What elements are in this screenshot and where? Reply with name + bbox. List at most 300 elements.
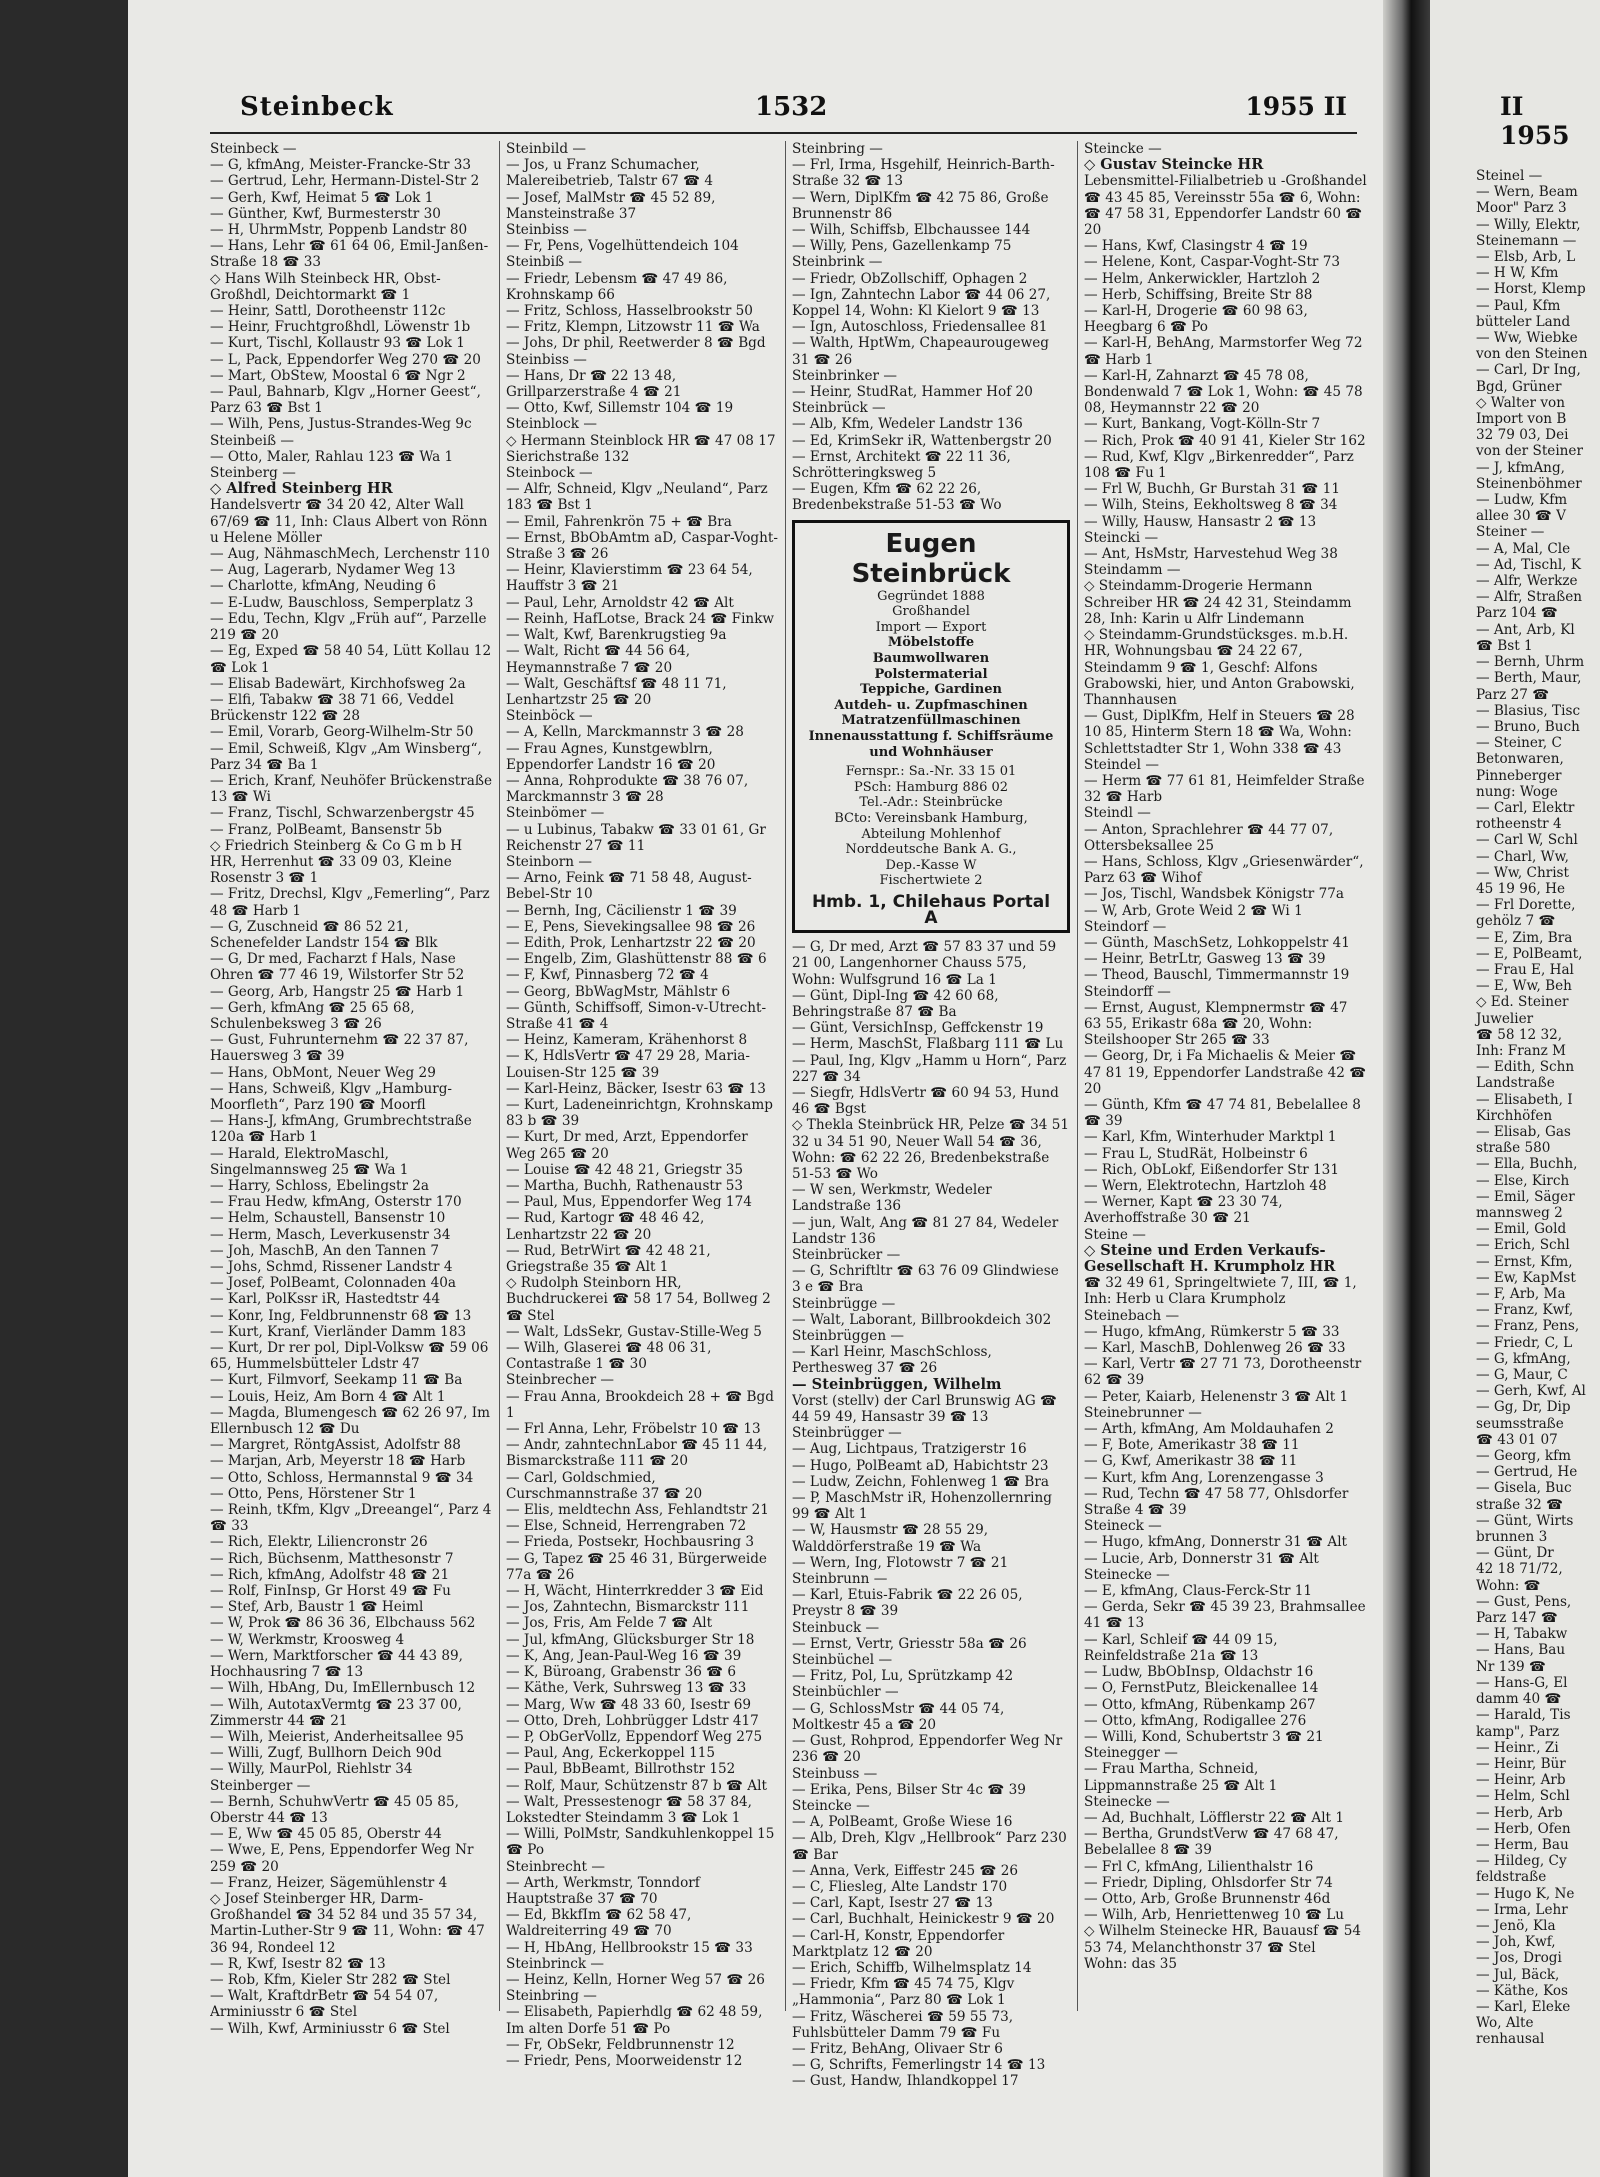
directory-entry: — Wilh, Meierist, Anderheitsallee 95 [210, 1728, 464, 1745]
surname-heading: Steinecke — [1084, 1793, 1170, 1810]
next-page-entry: brunnen 3 [1476, 1529, 1548, 1546]
directory-entry: — Karl-H, Zahnarzt ☎ 45 78 08, Bondenwald 7 ☎ Lok 1, Wohn: ☎ 45 78 08, Heymannstr 22 ☎ 20 [1084, 367, 1363, 417]
next-page-entry: — Horst, Klemp [1476, 281, 1586, 298]
next-page-entry: — Carl, Elektr [1476, 799, 1575, 816]
next-page-entry: — G, kfmAng, [1476, 1350, 1571, 1367]
directory-entry: — Ernst, BbObAmtm aD, Caspar-Voght-Straße 3 ☎ 26 [506, 529, 778, 563]
next-page-entry: — Charl, Ww, [1476, 848, 1569, 865]
next-page-entry: — J, kfmAng, [1476, 459, 1565, 476]
directory-entry: — Edu, Techn, Klgv „Früh auf“, Parzelle 219 ☎ 20 [210, 610, 487, 644]
next-page-entry: gehölz 7 ☎ [1476, 913, 1556, 930]
directory-entry: — Wilh, Arb, Henriettenweg 10 ☎ Lu [1084, 1907, 1345, 1924]
advert-eugen-steinbrueck [792, 520, 1070, 933]
next-page-entry: Parz 27 ☎ [1476, 686, 1550, 703]
directory-entry: — Frl Anna, Lehr, Fröbelstr 10 ☎ 13 [506, 1421, 761, 1438]
directory-entry: — Rich, Prok ☎ 40 91 41, Kieler Str 162 [1084, 432, 1366, 449]
next-page-entry: Steinenböhmer [1476, 475, 1582, 492]
next-page-entry: — F, Arb, Ma [1476, 1286, 1566, 1303]
directory-entry: — Helm, Schaustell, Bansenstr 10 [210, 1210, 446, 1227]
surname-heading: Steinbuck — [792, 1619, 880, 1636]
firm-entry: ◇ Steine und Erden Verkaufs-Gesellschaft H. Krumpholz HR [1084, 1241, 1336, 1276]
directory-entry: — R, Kwf, Isestr 82 ☎ 13 [210, 1955, 386, 1972]
directory-entry: — Gust, Handw, Ihlandkoppel 17 [792, 2073, 1019, 2090]
column-4 [1084, 141, 1368, 2121]
next-page-entry: — Berth, Maur, [1476, 670, 1582, 687]
directory-entry: — Jos, u Franz Schumacher, Malereibetrieb, Talstr 67 ☎ 4 [506, 157, 713, 190]
directory-entry: — Willi, PolMstr, Sandkuhlenkoppel 15 ☎ Po [506, 1826, 775, 1859]
directory-entry: — H, Wächt, Hinterrkredder 3 ☎ Eid [506, 1583, 764, 1600]
directory-entry: — Arth, Werkmstr, Tonndorf Hauptstraße 37 ☎ 70 [506, 1874, 700, 1907]
next-page-entry: — Heinr., Zi [1476, 1739, 1559, 1756]
directory-entry: — W, Werkmstr, Kroosweg 4 [210, 1631, 405, 1648]
surname-heading: Steinbring — [792, 141, 883, 157]
surname-heading: Steincke — [792, 1797, 870, 1814]
next-page-entry: Steiner — [1476, 524, 1545, 541]
next-page-entry: — Elisabeth, I [1476, 1091, 1573, 1108]
directory-entry: — Emil, Schweiß, Klgv „Am Winsberg“, Parz 34 ☎ Ba 1 [210, 740, 482, 773]
next-page-entry: Inh: Franz M [1476, 1042, 1566, 1059]
next-page-entry: Wohn: ☎ [1476, 1577, 1541, 1594]
next-page-entry: — Heinr, Bür [1476, 1755, 1566, 1772]
directory-entry: — Fritz, Schloss, Hasselbrookstr 50 [506, 303, 753, 320]
directory-entry: — G, kfmAng, Meister-Francke-Str 33 [210, 157, 472, 174]
directory-entry: — G, Tapez ☎ 25 46 31, Bürgerweide 77a ☎ 26 [506, 1550, 767, 1583]
next-page-entry: — Joh, Kwf, [1476, 1934, 1556, 1951]
directory-entry: — Walt, Laborant, Billbrookdeich 302 [792, 1311, 1052, 1328]
next-page-entry: Moor" Parz 3 [1476, 200, 1567, 217]
directory-entry: Wohn: das 35 [1084, 1955, 1178, 1972]
directory-entry: — Josef, PolBeamt, Colonnaden 40a [210, 1275, 456, 1292]
next-page-entry: — Herb, Arb [1476, 1804, 1563, 1821]
directory-entry: — Otto, Pens, Hörstener Str 1 [210, 1485, 417, 1502]
directory-entry: — K, Ang, Jean-Paul-Weg 16 ☎ 39 [506, 1647, 742, 1664]
directory-entry: — Paul, Bahnarb, Klgv „Horner Geest“, Parz 63 ☎ Bst 1 [210, 384, 481, 417]
directory-entry: — Günth, Schiffsoff, Simon-v-Utrecht-Straße 41 ☎ 4 [506, 999, 767, 1032]
directory-entry: — P, ObGerVollz, Eppendorf Weg 275 [506, 1728, 763, 1745]
next-page-entry: straße 580 [1476, 1140, 1551, 1157]
next-page-entry: — Erich, Schl [1476, 1237, 1570, 1254]
surname-heading: Steinbrunn — [792, 1571, 888, 1588]
directory-entry: — Rolf, FinInsp, Gr Horst 49 ☎ Fu [210, 1583, 451, 1600]
directory-entry: — H, UhrmMstr, Poppenb Landstr 80 [210, 222, 468, 239]
directory-entry: — Harald, ElektroMaschl, Singelmannsweg 25 ☎ Wa 1 [210, 1145, 409, 1178]
directory-entry: — Charlotte, kfmAng, Neuding 6 [210, 578, 437, 595]
directory-entry: — Rich, kfmAng, Adolfstr 48 ☎ 21 [210, 1566, 450, 1583]
directory-entry: — Otto, Kwf, Sillemstr 104 ☎ 19 [506, 400, 734, 417]
next-page-entry: — Bernh, Uhrm [1476, 654, 1585, 671]
directory-entry: — Wern, Ing, Flotowstr 7 ☎ 21 [792, 1554, 1009, 1571]
column-2 [506, 141, 778, 2121]
next-page-entry: — Ella, Buchh, [1476, 1156, 1578, 1173]
next-page-entry: Wo, Alte [1476, 2015, 1534, 2032]
next-page-entry: — Frl Dorette, [1476, 897, 1576, 914]
directory-entry: — Eugen, Kfm ☎ 62 22 26, Bredenbekstraße 51-53 ☎ Wo [792, 481, 1002, 514]
directory-entry: — Hans, Schloss, Klgv „Griesenwärder“, Parz 63 ☎ Wihof [1084, 853, 1364, 887]
surname-heading: Steinborn — [506, 853, 592, 870]
directory-entry: — Kurt, Tischl, Kollaustr 93 ☎ Lok 1 [210, 335, 465, 352]
directory-entry: — Walt, Geschäftsf ☎ 48 11 71, Lenhartzstr 25 ☎ 20 [506, 675, 727, 708]
directory-entry: — Kurt, Ladeneinrichtgn, Krohnskamp 83 b ☎ 39 [506, 1096, 773, 1130]
directory-entry: — Heinr, BetrLtr, Gasweg 13 ☎ 39 [1084, 951, 1326, 968]
directory-entry: — Jos, Tischl, Wandsbek Königstr 77a [1084, 886, 1344, 903]
directory-entry: — Fritz, Drechsl, Klgv „Femerling“, Parz 48 ☎ Harb 1 [210, 886, 490, 919]
next-page-entry: — Ad, Tischl, K [1476, 556, 1581, 573]
next-page-entry: Landstraße [1476, 1075, 1555, 1092]
directory-entry: — Erika, Pens, Bilser Str 4c ☎ 39 [792, 1781, 1026, 1798]
directory-entry: — Walt, KraftdrBetr ☎ 54 54 07, Arminiusstr 6 ☎ Stel [210, 1988, 439, 2021]
next-page-entry: — Ernst, Kfm, [1476, 1253, 1573, 1270]
advert-product-line: Möbelstoffe [887, 635, 975, 651]
next-page-entry: ◇ Walter von [1476, 394, 1565, 411]
directory-entry: — Gust, Rohprod, Eppendorfer Weg Nr 236 ☎ 20 [792, 1733, 1063, 1766]
directory-entry: — Karl, Schleif ☎ 44 09 15, Reinfeldstraße 21a ☎ 13 [1084, 1631, 1278, 1664]
directory-entry: — E, kfmAng, Claus-Ferck-Str 11 [1084, 1583, 1313, 1600]
surname-heading: Steindel — [1084, 756, 1159, 773]
directory-entry: — Eg, Exped ☎ 58 40 54, Lütt Kollau 12 ☎ Lok 1 [210, 643, 492, 676]
directory-entry: — Frau Hedw, kfmAng, Osterstr 170 [210, 1194, 462, 1211]
directory-entry: — Konr, Ing, Feldbrunnenstr 68 ☎ 13 [210, 1307, 472, 1324]
directory-entry: — Friedr, Kfm ☎ 45 74 75, Klgv „Hammonia“, Parz 80 ☎ Lok 1 [792, 1976, 1015, 2009]
advert-footer: Hmb. 1, Chilehaus Portal A [811, 891, 1051, 928]
directory-entry: — Jos, Zahntechn, Bismarckstr 111 [506, 1599, 750, 1616]
next-page-entry: — Irma, Lehr [1476, 1901, 1568, 1918]
directory-entry: — Karl-H, BehAng, Marmstorfer Weg 72 ☎ Harb 1 [1084, 335, 1363, 368]
directory-entry: — Hans, Lehr ☎ 61 64 06, Emil-Janßen-Straße 18 ☎ 33 [210, 238, 489, 271]
column-3 [792, 141, 1070, 2121]
directory-entry: — Kurt, kfm Ang, Lorenzengasse 3 [1084, 1469, 1324, 1486]
next-page-entry: Kirchhöfen [1476, 1107, 1553, 1124]
directory-entry: — Ant, HsMstr, Harvestehud Weg 38 [1084, 546, 1338, 563]
directory-entry: — Wilh, HbAng, Du, ImEllernbusch 12 [210, 1680, 476, 1697]
next-page-entry: — Ew, KapMst [1476, 1269, 1576, 1286]
next-page-entry: — Jos, Drogi [1476, 1950, 1562, 1967]
directory-entry: — Jos, Fris, Am Felde 7 ☎ Alt [506, 1615, 713, 1632]
directory-entry: — Kurt, Dr med, Arzt, Eppendorfer Weg 265 ☎ 20 [506, 1129, 748, 1162]
directory-entry: — Franz, Tischl, Schwarzenbergstr 45 [210, 805, 475, 822]
directory-entry: — Margret, RöntgAssist, Adolfstr 88 [210, 1437, 461, 1454]
directory-entry: — Louise ☎ 42 48 21, Griegstr 35 [506, 1161, 744, 1178]
directory-entry: — Erich, Schiffb, Wilhelmsplatz 14 [792, 1959, 1032, 1976]
directory-entry: — Frau Martha, Schneid, Lippmannstraße 25 ☎ Alt 1 [1084, 1761, 1278, 1794]
directory-entry: — Fritz, Klempn, Litzowstr 11 ☎ Wa [506, 319, 760, 336]
directory-entry: — Willy, Pens, Gazellenkamp 75 [792, 238, 1012, 255]
directory-entry: — Alb, Kfm, Wedeler Landstr 136 [792, 416, 1023, 433]
next-page-entry: ☎ Bst 1 [1476, 637, 1533, 654]
surname-heading: Steincke — [1084, 141, 1162, 157]
next-page-entry: feldstraße [1476, 1869, 1547, 1886]
directory-entry: — Carl-H, Konstr, Eppendorfer Marktplatz 12 ☎ 20 [792, 1927, 1005, 1960]
next-page-entry: 45 19 96, He [1476, 880, 1566, 897]
advert-line: Gegründet 1888 [877, 588, 985, 604]
directory-entry: — Otto, Dreh, Lohbrügger Ldstr 417 [506, 1712, 759, 1729]
next-page-entry: mannsweg 2 [1476, 1205, 1563, 1221]
directory-entry: — Otto, Maler, Rahlau 123 ☎ Wa 1 [210, 448, 454, 465]
next-page-entry: ◇ Ed. Steiner [1476, 994, 1569, 1011]
directory-entry: — Kurt, Kranf, Vierländer Damm 183 [210, 1323, 467, 1340]
directory-entry: — Franz, Heizer, Sägemühlenstr 4 [210, 1874, 448, 1891]
next-page-fragment [1430, 0, 1600, 2177]
directory-entry: — Rob, Kfm, Kieler Str 282 ☎ Stel [210, 1971, 451, 1988]
column-1 [210, 141, 492, 2121]
next-page-entry: seumsstraße [1476, 1415, 1564, 1432]
directory-entry: — Hans, Schweiß, Klgv „Hamburg-Moorfleth“, Parz 190 ☎ Moorfl [210, 1080, 453, 1113]
directory-entry: — Mart, ObStew, Moostal 6 ☎ Ngr 2 [210, 367, 466, 384]
directory-entry: — Walt, Richt ☎ 44 56 64, Heymannstraße 7 ☎ 20 [506, 643, 691, 676]
directory-entry: — Gust, DiplKfm, Helf in Steuers ☎ 28 10 85, Hinterm Stern 18 ☎ Wa, Wohn: Schlettstadter Str 1, Wohn 338 ☎ 43 [1084, 708, 1355, 757]
directory-entry: — Anna, Verk, Eiffestr 245 ☎ 26 [792, 1862, 1019, 1879]
directory-entry: — W, Arb, Grote Weid 2 ☎ Wi 1 [1084, 902, 1303, 919]
directory-entry: — Hugo, kfmAng, Donnerstr 31 ☎ Alt [1084, 1534, 1348, 1551]
column-divider [499, 141, 500, 2011]
firm-entry: ◇ Gustav Steincke HR [1084, 156, 1264, 174]
directory-entry: — Heinr, Sattl, Dorotheenstr 112c [210, 303, 446, 320]
directory-entry: — Willy, MaurPol, Riehlstr 34 [210, 1761, 413, 1778]
directory-entry: — Ed, BkkfIm ☎ 62 58 47, Waldreiterring 49 ☎ 70 [506, 1907, 692, 1940]
next-page-entry: — Alfr, Straßen [1476, 589, 1583, 606]
directory-entry: — Fritz, Wäscherei ☎ 59 55 73, Fuhlsbütteler Damm 79 ☎ Fu [792, 2008, 1014, 2041]
directory-entry: — Ludw, BbObInsp, Oldachstr 16 [1084, 1664, 1314, 1681]
next-page-entry: — H W, Kfm [1476, 265, 1559, 282]
surname-heading: Steinbrügger — [792, 1425, 902, 1442]
directory-entry: — Paul, BbBeamt, Billrothstr 152 [506, 1761, 736, 1778]
directory-entry: — Walt, Kwf, Barenkrugstieg 9a [506, 627, 727, 644]
directory-entry: — Joh, MaschB, An den Tannen 7 [210, 1242, 440, 1259]
header-rule [210, 132, 1357, 134]
directory-entry: — Wilh, Steins, Eekholtsweg 8 ☎ 34 [1084, 497, 1338, 514]
directory-entry: — Martha, Buchh, Rathenaustr 53 [506, 1178, 743, 1194]
next-page-entry: — Blasius, Tisc [1476, 702, 1581, 719]
surname-heading: Steinbeck — [210, 141, 297, 157]
directory-entry: — E, Ww ☎ 45 05 85, Oberstr 44 [210, 1826, 442, 1843]
directory-entry: — E-Ludw, Bauschloss, Semperplatz 3 [210, 594, 474, 611]
next-page-entry: von der Steiner [1476, 443, 1583, 460]
directory-entry: — Gertrud, Lehr, Hermann-Distel-Str 2 [210, 173, 480, 190]
surname-heading: Steineck — [1084, 1518, 1162, 1535]
next-page-entry: — Herb, Ofen [1476, 1820, 1571, 1837]
next-page-entry: — Gertrud, He [1476, 1464, 1578, 1481]
next-page-entry: — E, Ww, Beh [1476, 978, 1572, 995]
next-page-entry: — Else, Kirch [1476, 1172, 1570, 1189]
directory-entry: — Walt, Pressestenogr ☎ 58 37 84, Lokstedter Steindamm 3 ☎ Lok 1 [506, 1793, 753, 1826]
next-page-entry: renhausal [1476, 2031, 1545, 2048]
surname-heading: Steinebach — [1084, 1307, 1180, 1324]
directory-entry: Lebensmittel-Filialbetrieb u -Großhandel ☎ 43 45 85, Vereinsstr 55a ☎ 6, Wohn: ☎ 47 58 31, Eppendorfer Landstr 60 ☎ 20 [1084, 173, 1367, 239]
directory-entry: — Alfr, Schneid, Klgv „Neuland“, Parz 183 ☎ Bst 1 [506, 481, 768, 514]
directory-entry: — Günther, Kwf, Burmesterstr 30 [210, 205, 441, 222]
next-page-entry: — E, PolBeamt, [1476, 945, 1583, 962]
directory-entry: — Käthe, Verk, Suhrsweg 13 ☎ 33 [506, 1680, 747, 1697]
directory-entry: — Otto, Arb, Große Brunnenstr 46d [1084, 1890, 1331, 1907]
directory-entry: Handelsvertr ☎ 34 20 42, Alter Wall 67/69 ☎ 11, Inh: Claus Albert von Rönn u Helene Möller [210, 497, 488, 546]
next-page-entry: — Bruno, Buch [1476, 718, 1580, 735]
directory-entry: — Louis, Heiz, Am Born 4 ☎ Alt 1 [210, 1388, 446, 1405]
directory-entry: — Günt, Dipl-Ing ☎ 42 60 68, Behringstraße 87 ☎ Ba [792, 987, 999, 1020]
directory-entry: — Lucie, Arb, Donnerstr 31 ☎ Alt [1084, 1550, 1319, 1567]
directory-entry: — Ed, KrimSekr iR, Wattenbergstr 20 [792, 432, 1052, 449]
directory-entry: — Anna, Rohprodukte ☎ 38 76 07, Marckmannstr 3 ☎ 28 [506, 772, 749, 806]
directory-entry: — Gerda, Sekr ☎ 45 39 23, Brahmsallee 41 ☎ 13 [1084, 1599, 1366, 1632]
directory-entry: — Wwe, E, Pens, Eppendorfer Weg Nr 259 ☎ 20 [210, 1842, 474, 1875]
next-page-entry: — Carl W, Schl [1476, 832, 1578, 849]
next-page-entry: straße 32 ☎ [1476, 1496, 1564, 1513]
directory-entry: — Walth, HptWm, Chapeaurougeweg 31 ☎ 26 [792, 335, 1049, 368]
directory-entry: — Paul, Lehr, Arnoldstr 42 ☎ Alt [506, 594, 734, 611]
directory-entry: — Elisabeth, Papierhdlg ☎ 62 48 59, Im alten Dorfe 51 ☎ Po [506, 2004, 763, 2037]
directory-entry: — Fr, Pens, Vogelhüttendeich 104 [506, 238, 739, 255]
surname-heading: Steinbock — [506, 465, 593, 482]
surname-heading: Steincki — [1084, 529, 1159, 546]
next-page-entry: Parz 104 ☎ [1476, 605, 1558, 622]
directory-entry: — Wilh, Glaserei ☎ 48 06 31, Contastraße 1 ☎ 30 [506, 1340, 712, 1373]
directory-entry: — F, Bote, Amerikastr 38 ☎ 11 [1084, 1437, 1300, 1454]
next-page-entry: — Elsb, Arb, L [1476, 249, 1576, 266]
next-page-entry: — Elisab, Gas [1476, 1123, 1571, 1140]
next-page-entry: — Jul, Bäck, [1476, 1966, 1560, 1983]
directory-page [128, 0, 1383, 2177]
surname-heading: Steindorff — [1084, 983, 1171, 1000]
directory-entry: — Günt, VersichInsp, Geffckenstr 19 [792, 1020, 1044, 1037]
directory-entry: — G, Schriftltr ☎ 63 76 09 Glindwiese 3 e ☎ Bra [792, 1263, 1059, 1296]
directory-entry: — Stef, Arb, Baustr 1 ☎ Heiml [210, 1599, 424, 1616]
directory-entry: Vorst (stellv) der Carl Brunswig AG ☎ 44 59 49, Hansastr 39 ☎ 13 [792, 1392, 1057, 1426]
surname-heading: Steinebrunner — [1084, 1404, 1202, 1421]
next-page-entry: 32 79 03, Dei [1476, 427, 1569, 444]
directory-entry: — Carl, Goldschmied, Curschmannstraße 37 ☎ 20 [506, 1469, 703, 1502]
next-page-entry: — Wern, Beam [1476, 184, 1578, 201]
directory-entry: — Kurt, Bankang, Vogt-Kölln-Str 7 [1084, 416, 1321, 433]
surname-heading: Steinberger — [210, 1777, 311, 1794]
surname-heading: Steindl — [1084, 805, 1151, 822]
firm-entry: — Steinbrüggen, Wilhelm [792, 1375, 1002, 1393]
next-page-entry: — Frau E, Hal [1476, 961, 1574, 978]
directory-entry: ◇ Hermann Steinblock HR ☎ 47 08 17 Sierichstraße 132 [506, 432, 776, 465]
directory-entry: — Elis, meldtechn Ass, Fehlandtstr 21 [506, 1502, 769, 1519]
surname-heading: Steinbiss — [506, 222, 587, 239]
surname-heading: Steinbüchler — [792, 1684, 899, 1701]
directory-entry: — Wern, Elektrotechn, Hartzloh 48 [1084, 1178, 1327, 1194]
directory-entry: — Rud, Kwf, Klgv „Birkenredder“, Parz 108 ☎ Fu 1 [1084, 448, 1354, 482]
directory-entry: ◇ Steindamm-Drogerie Hermann Schreiber HR ☎ 24 42 31, Steindamm 28, Inh: Karin u Alfr Lindemann [1084, 578, 1352, 627]
advert-line: Großhandel [892, 604, 970, 620]
directory-entry: — Kurt, Dr rer pol, Dipl-Volksw ☎ 59 06 65, Hummelsbütteler Ldstr 47 [210, 1340, 489, 1373]
directory-entry: — Elisab Badewärt, Kirchhofsweg 2a [210, 675, 466, 692]
next-page-entry: Nr 139 ☎ [1476, 1658, 1546, 1675]
directory-entry: — Peter, Kaiarb, Helenenstr 3 ☎ Alt 1 [1084, 1388, 1349, 1405]
directory-entry: — Anton, Sprachlehrer ☎ 44 77 07, Ottersbeksallee 25 [1084, 821, 1334, 854]
advert-product-line: Baumwollwaren [872, 651, 990, 667]
directory-entry: — Carl, Buchhalt, Heinickestr 9 ☎ 20 [792, 1911, 1055, 1928]
directory-entry: — Günth, Kfm ☎ 47 74 81, Bebelallee 8 ☎ 39 [1084, 1096, 1361, 1130]
directory-entry: — Heinr, StudRat, Hammer Hof 20 [792, 384, 1033, 401]
directory-entry: — Siegfr, HdlsVertr ☎ 60 94 53, Hund 46 ☎ Bgst [792, 1084, 1059, 1118]
next-page-entry: ☎ 43 01 07 [1476, 1431, 1558, 1448]
surname-heading: Steinbrecher — [506, 1372, 614, 1389]
directory-entry: — Rud, Techn ☎ 47 58 77, Ohlsdorfer Straße 4 ☎ 39 [1084, 1485, 1349, 1519]
next-page-entry: — Franz, Pens, [1476, 1318, 1580, 1335]
next-page-entry: — Franz, Kwf, [1476, 1302, 1574, 1319]
directory-entry: — Karl-Heinz, Bäcker, Isestr 63 ☎ 13 [506, 1080, 766, 1097]
advert-contact-line: PSch: Hamburg 886 02 [853, 779, 1009, 795]
next-page-entry: — Ww, Christ [1476, 864, 1569, 881]
directory-entry: — Wilh, Kwf, Arminiusstr 6 ☎ Stel [210, 2020, 450, 2037]
directory-entry: — G, Schrifts, Femerlingstr 14 ☎ 13 [792, 2057, 1046, 2074]
directory-entry: — Rud, BetrWirt ☎ 42 48 21, Griegstraße 35 ☎ Alt 1 [506, 1242, 711, 1276]
surname-heading: Steinbrücker — [792, 1247, 901, 1263]
surname-heading: Steinbüchel — [792, 1652, 893, 1669]
advert-contact-line: Norddeutsche Bank A. G., [845, 842, 1017, 858]
directory-entry: — W, Hausmstr ☎ 28 55 29, Walddörferstraße 19 ☎ Wa [792, 1522, 989, 1555]
directory-entry: — Erich, Kranf, Neuhöfer Brückenstraße 13 ☎ Wi [210, 772, 492, 806]
directory-entry: — Wilh, Pens, Justus-Strandes-Weg 9c [210, 416, 472, 433]
directory-entry: — Wilh, Schiffsb, Elbchaussee 144 [792, 222, 1031, 239]
directory-entry: — Georg, BbWagMstr, Mählstr 6 [506, 983, 731, 1000]
directory-entry: — Magda, Blumengesch ☎ 62 26 97, Im Ellernbusch 12 ☎ Du [210, 1404, 490, 1438]
directory-entry: — Frau L, StudRät, Holbeinstr 6 [1084, 1145, 1308, 1162]
surname-heading: Steinbrück — [792, 400, 886, 417]
advert-contact-line: Tel.-Adr.: Steinbrücke [859, 795, 1003, 811]
next-page-entry: Bgd, Grüner [1476, 378, 1562, 395]
next-page-entry: — Hildeg, Cy [1476, 1853, 1567, 1870]
directory-entry: — Herm, MaschSt, Flaßbarg 111 ☎ Lu [792, 1036, 1064, 1053]
directory-entry: — Friedr, Pens, Moorweidenstr 12 [506, 2052, 743, 2069]
directory-entry: — Emil, Vorarb, Georg-Wilhelm-Str 50 [210, 724, 474, 741]
next-page-entry: — Hans, Bau [1476, 1642, 1566, 1659]
directory-entry: — jun, Walt, Ang ☎ 81 27 84, Wedeler Landstr 136 [792, 1214, 1059, 1247]
surname-heading: Steinböck — [506, 708, 593, 725]
next-page-entry: — Gerh, Kwf, Al [1476, 1383, 1586, 1400]
next-page-entry: — Ludw, Kfm [1476, 492, 1568, 509]
directory-entry: — Helm, Ankerwickler, Hartzloh 2 [1084, 270, 1321, 287]
directory-entry: — Ludw, Zeichn, Fohlenweg 1 ☎ Bra [792, 1473, 1049, 1490]
directory-entry: — Hugo, kfmAng, Rümkerstr 5 ☎ 33 [1084, 1323, 1340, 1340]
directory-entry: — Herm, Masch, Leverkusenstr 34 [210, 1226, 451, 1243]
directory-entry: — Theod, Bauschl, Timmermannstr 19 [1084, 967, 1350, 984]
directory-entry: — F, Kwf, Pinnasberg 72 ☎ 4 [506, 967, 709, 984]
directory-entry: — Heinz, Kelln, Horner Weg 57 ☎ 26 [506, 1971, 765, 1988]
directory-entry: — Heinr, Fruchtgroßhdl, Löwenstr 1b [210, 319, 471, 336]
surname-heading: Steinbiss — [506, 351, 587, 368]
directory-entry: — K, HdlsVertr ☎ 47 29 28, Maria-Louisen-Str 125 ☎ 39 [506, 1048, 750, 1081]
directory-entry: — Karl, Vertr ☎ 27 71 73, Dorotheenstr 62 ☎ 39 [1084, 1356, 1362, 1389]
directory-entry: — Friedr, ObZollschiff, Ophagen 2 [792, 270, 1028, 287]
advert-product-line: Matratzenfüllmaschinen [841, 713, 1021, 729]
directory-entry: — A, PolBeamt, Große Wiese 16 [792, 1814, 1013, 1831]
next-page-entry: 42 18 71/72, [1476, 1561, 1563, 1578]
next-page-entry: — Hans-G, El [1476, 1674, 1568, 1691]
directory-entry: — Ign, Autoschloss, Friedensallee 81 [792, 319, 1048, 336]
surname-heading: Steinbrüggen — [792, 1328, 904, 1345]
advert-product-line: Innenausstattung f. Schiffsräume und Wohnhäuser [808, 729, 1054, 760]
next-page-entry: — Ant, Arb, Kl [1476, 621, 1575, 638]
directory-entry: — Hans, Kwf, Clasingstr 4 ☎ 19 [1084, 238, 1308, 255]
directory-entry: — Marjan, Arb, Meyerstr 18 ☎ Harb [210, 1453, 466, 1470]
directory-entry: — Marg, Ww ☎ 48 33 60, Isestr 69 [506, 1696, 752, 1713]
surname-heading: Steindamm — [1084, 562, 1181, 579]
directory-entry: — P, MaschMstr iR, Hohenzollernring 99 ☎ Alt 1 [792, 1490, 1052, 1523]
next-page-entry: nung: Woge [1476, 783, 1558, 800]
directory-entry: — Paul, Mus, Eppendorfer Weg 174 [506, 1194, 752, 1211]
directory-entry: — Wern, Marktforscher ☎ 44 43 89, Hochhausring 7 ☎ 13 [210, 1647, 463, 1681]
next-page-entry: — Steiner, C [1476, 735, 1562, 752]
next-page-entry: — Gust, Pens, [1476, 1593, 1572, 1610]
next-page-entry: — Helm, Schl [1476, 1788, 1570, 1805]
next-page-entry: ☎ 58 12 32, [1476, 1026, 1563, 1043]
surname-heading: Steinecke — [1084, 1566, 1170, 1583]
directory-entry: — C, Fliesleg, Alte Landstr 170 [792, 1878, 1008, 1895]
directory-entry: — Ernst, Architekt ☎ 22 11 36, Schrötteringksweg 5 [792, 448, 1011, 482]
directory-entry: — Rich, Büchsenm, Matthesonstr 7 [210, 1550, 454, 1567]
directory-entry: — Kurt, Filmvorf, Seekamp 11 ☎ Ba [210, 1372, 463, 1389]
